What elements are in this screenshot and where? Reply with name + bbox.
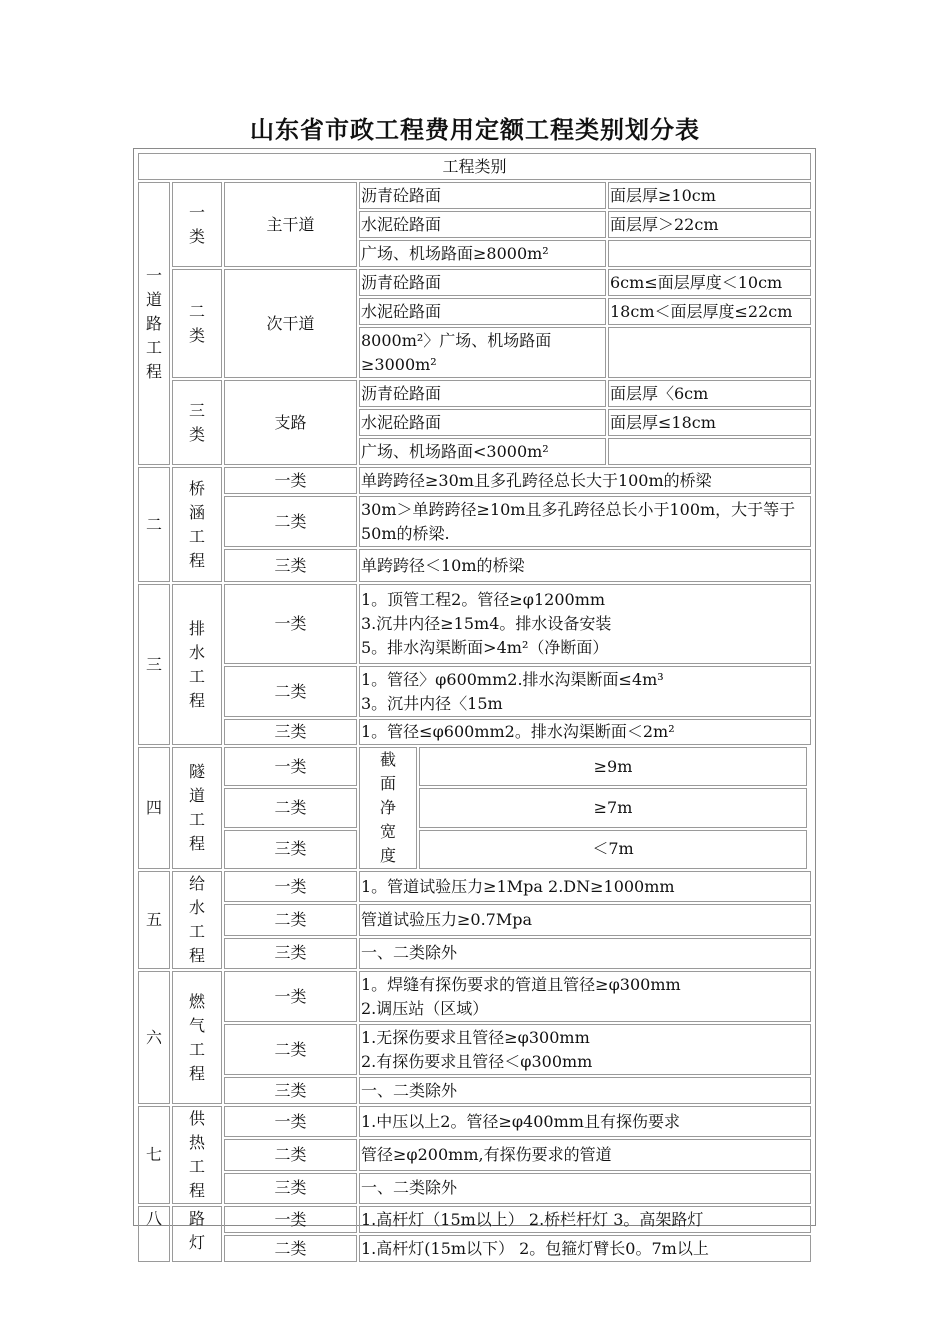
road-class-2: 二 类 — [172, 269, 222, 378]
table-cell: 1.高杆灯(15m以下） 2。包箍灯臂长0。7m以上 — [359, 1235, 811, 1262]
table-cell — [359, 666, 811, 717]
water-group-name: 给 水 工 程 — [172, 871, 222, 969]
table-cell: 30m＞单跨跨径≥10m且多孔跨径总长小于100m，大于等于50m的桥梁. — [359, 496, 811, 547]
table-cell: 8000m²〉广场、机场路面≥3000m² — [359, 327, 606, 378]
road-type-secondary: 次干道 — [224, 269, 357, 378]
table-cell: 1。管道试验压力≥1Mpa 2.DN≥1000mm — [359, 871, 811, 902]
water-group-number: 五 — [138, 871, 170, 969]
table-cell: 广场、机场路面≥8000m² — [359, 240, 606, 267]
drain-group-name: 排 水 工 程 — [172, 584, 222, 745]
cell-line: 2.调压站（区域） — [361, 998, 489, 1018]
table-cell — [608, 327, 811, 378]
table-header: 工程类别 — [138, 153, 811, 180]
table-cell: 一、二类除外 — [359, 938, 811, 969]
table-cell: ＜7m — [419, 830, 807, 869]
table-cell: 单跨跨径＜10m的桥梁 — [359, 549, 811, 582]
heat-group-number: 七 — [138, 1106, 170, 1204]
table-cell: 一、二类除外 — [359, 1173, 811, 1204]
class-label: 三类 — [224, 938, 357, 969]
table-cell: 面层厚〈6cm — [608, 380, 811, 407]
table-cell: 管径≥φ200mm,有探伤要求的管道 — [359, 1139, 811, 1170]
table-cell: 面层厚≤18cm — [608, 409, 811, 436]
class-label: 一类 — [224, 584, 357, 664]
table-cell: 沥青砼路面 — [359, 380, 606, 407]
table-cell: ≥9m — [419, 747, 807, 786]
cell-line: 3.沉井内径≥15m4。排水设备安装 — [361, 614, 612, 633]
class-label: 三类 — [224, 549, 357, 582]
gas-group-number: 六 — [138, 971, 170, 1104]
table-cell: 1.中压以上2。管径≥φ400mm且有探伤要求 — [359, 1106, 811, 1137]
cell-line: 2.有探伤要求且管径＜φ300mm — [361, 1051, 593, 1071]
class-label: 一类 — [224, 747, 357, 786]
class-label: 二类 — [224, 1139, 357, 1170]
cell-line: 1.无探伤要求且管径≥φ300mm — [361, 1027, 590, 1047]
table-cell: 面层厚≥10cm — [608, 182, 811, 209]
class-label: 二类 — [224, 1235, 357, 1262]
class-label: 一类 — [224, 871, 357, 902]
road-class-1: 一 类 — [172, 182, 222, 267]
table-cell: 1。管径≤φ600mm2。排水沟渠断面＜2m² — [359, 719, 811, 745]
cell-line: 3。沉井内径〈15m — [361, 693, 503, 713]
tunnel-group-name: 隧 道 工 程 — [172, 747, 222, 869]
table-cell — [608, 438, 811, 465]
class-label: 二类 — [224, 904, 357, 935]
table-cell: 水泥砼路面 — [359, 298, 606, 325]
tunnel-width-label: 截 面 净 宽 度 — [359, 747, 417, 869]
cell-line: 1。顶管工程2。管径≥φ1200mm — [361, 590, 606, 609]
table-cell: ≥7m — [419, 788, 807, 827]
class-label: 一类 — [224, 1106, 357, 1137]
road-group-label: 一 道 路 工 程 — [138, 182, 170, 465]
table-cell — [359, 971, 811, 1022]
class-label: 三类 — [224, 1077, 357, 1104]
heat-group-name: 供 热 工 程 — [172, 1106, 222, 1204]
table-cell: 沥青砼路面 — [359, 182, 606, 209]
class-label: 三类 — [224, 719, 357, 745]
class-label: 一类 — [224, 1206, 357, 1233]
table-cell: 沥青砼路面 — [359, 269, 606, 296]
class-label: 一类 — [224, 467, 357, 494]
light-group-number: 八 — [138, 1206, 170, 1262]
class-label: 三类 — [224, 1173, 357, 1204]
table-cell: 管道试验压力≥0.7Mpa — [359, 904, 811, 935]
road-class-3: 三 类 — [172, 380, 222, 465]
table-cell: 面层厚＞22cm — [608, 211, 811, 238]
cell-line: 5。排水沟渠断面>4m²（净断面） — [361, 638, 609, 657]
cell-line: 1。焊缝有探伤要求的管道且管径≥φ300mm — [361, 974, 681, 994]
table-cell: 1.高杆灯（15m以上） 2.桥栏杆灯 3。高架路灯 — [359, 1206, 811, 1233]
bridge-group-number: 二 — [138, 467, 170, 582]
road-type-branch: 支路 — [224, 380, 357, 465]
table-cell: 水泥砼路面 — [359, 211, 606, 238]
tunnel-group-number: 四 — [138, 747, 170, 869]
class-label: 二类 — [224, 496, 357, 547]
table-cell — [359, 1024, 811, 1075]
table-cell — [359, 584, 811, 664]
gas-group-name: 燃 气 工 程 — [172, 971, 222, 1104]
class-label: 二类 — [224, 788, 357, 827]
document-title: 山东省市政工程费用定额工程类别划分表 — [250, 116, 700, 144]
drain-group-number: 三 — [138, 584, 170, 745]
table-cell: 一、二类除外 — [359, 1077, 811, 1104]
table-cell: 广场、机场路面<3000m² — [359, 438, 606, 465]
cell-line: 1。管径〉φ600mm2.排水沟渠断面≤4m³ — [361, 669, 664, 689]
light-group-name: 路 灯 — [172, 1206, 222, 1262]
class-label: 一类 — [224, 971, 357, 1022]
tunnel-width-block — [359, 747, 811, 869]
table-cell: 18cm＜面层厚度≤22cm — [608, 298, 811, 325]
table-cell: 6cm≤面层厚度＜10cm — [608, 269, 811, 296]
table-cell: 单跨跨径≥30m且多孔跨径总长大于100m的桥梁 — [359, 467, 811, 494]
class-label: 三类 — [224, 830, 357, 869]
class-label: 二类 — [224, 666, 357, 717]
classification-table — [136, 151, 813, 1264]
table-cell — [608, 240, 811, 267]
class-label: 二类 — [224, 1024, 357, 1075]
bridge-group-name: 桥 涵 工 程 — [172, 467, 222, 582]
table-cell: 水泥砼路面 — [359, 409, 606, 436]
road-type-main: 主干道 — [224, 182, 357, 267]
